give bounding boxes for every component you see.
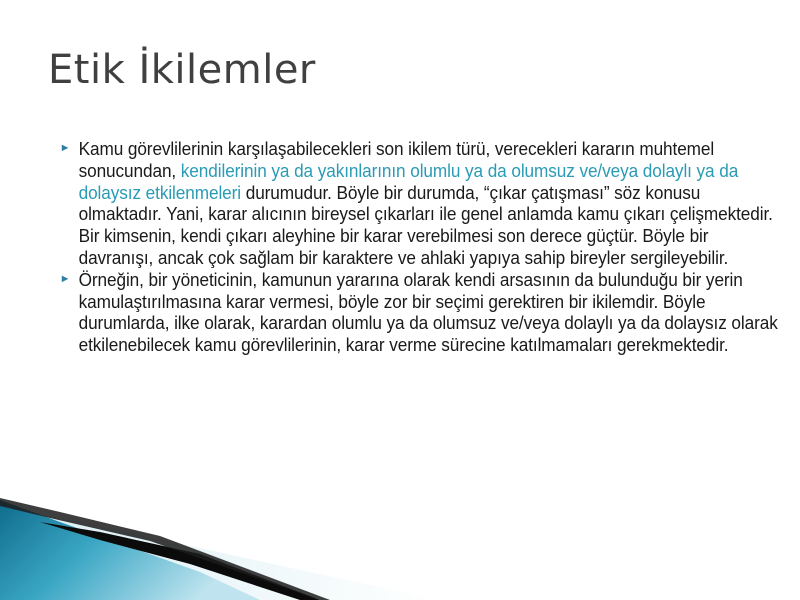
bullet-text: Kamu görevlilerinin karşılaşabilecekleri son ikilem türü, verecekleri kararın muhtemel sonucundan, [78, 138, 715, 181]
triangle-right-icon: ► [59, 142, 71, 154]
bullet-text-continued: durumudur. Böyle bir durumda, “çıkar çatışması” söz konusu olmaktadır. Yani, karar alıcının bireysel çıkarları ile genel anlamda kamu çıkarı çelişmektedir. Bir kimsenin, kendi çıkarı aleyhine bir karar verebilmesi son derece güçtür. Böyle bir davranışı, ancak çok sağlam bir karaktere ve ahlaki yapıya sahip bireyler sergileyebilir. [78, 181, 773, 268]
bullet-text: Örneğin, bir yöneticinin, kamunun yararına olarak kendi arsasının da bulunduğu bir yerin kamulaştırılmasına karar vermesi, böyle zor bir seçimi gerektiren bir ikilemdir. Böyle durumlarda, ilke olarak, karardan olumlu ya da olumsuz ve/veya dolaylı ya da dolaysız olarak etkilenebilecek kamu görevlilerinin, karar verme sürecine katılmamaları gerekmektedir. [78, 268, 778, 356]
triangle-right-icon: ► [59, 272, 71, 285]
bullet-highlight: kendilerinin ya da yakınlarının olumlu ya da olumsuz ve/veya dolaylı ya da dolaysız etkilenmeleri [78, 159, 739, 203]
slide-title: Etik İkilemler [48, 47, 316, 93]
